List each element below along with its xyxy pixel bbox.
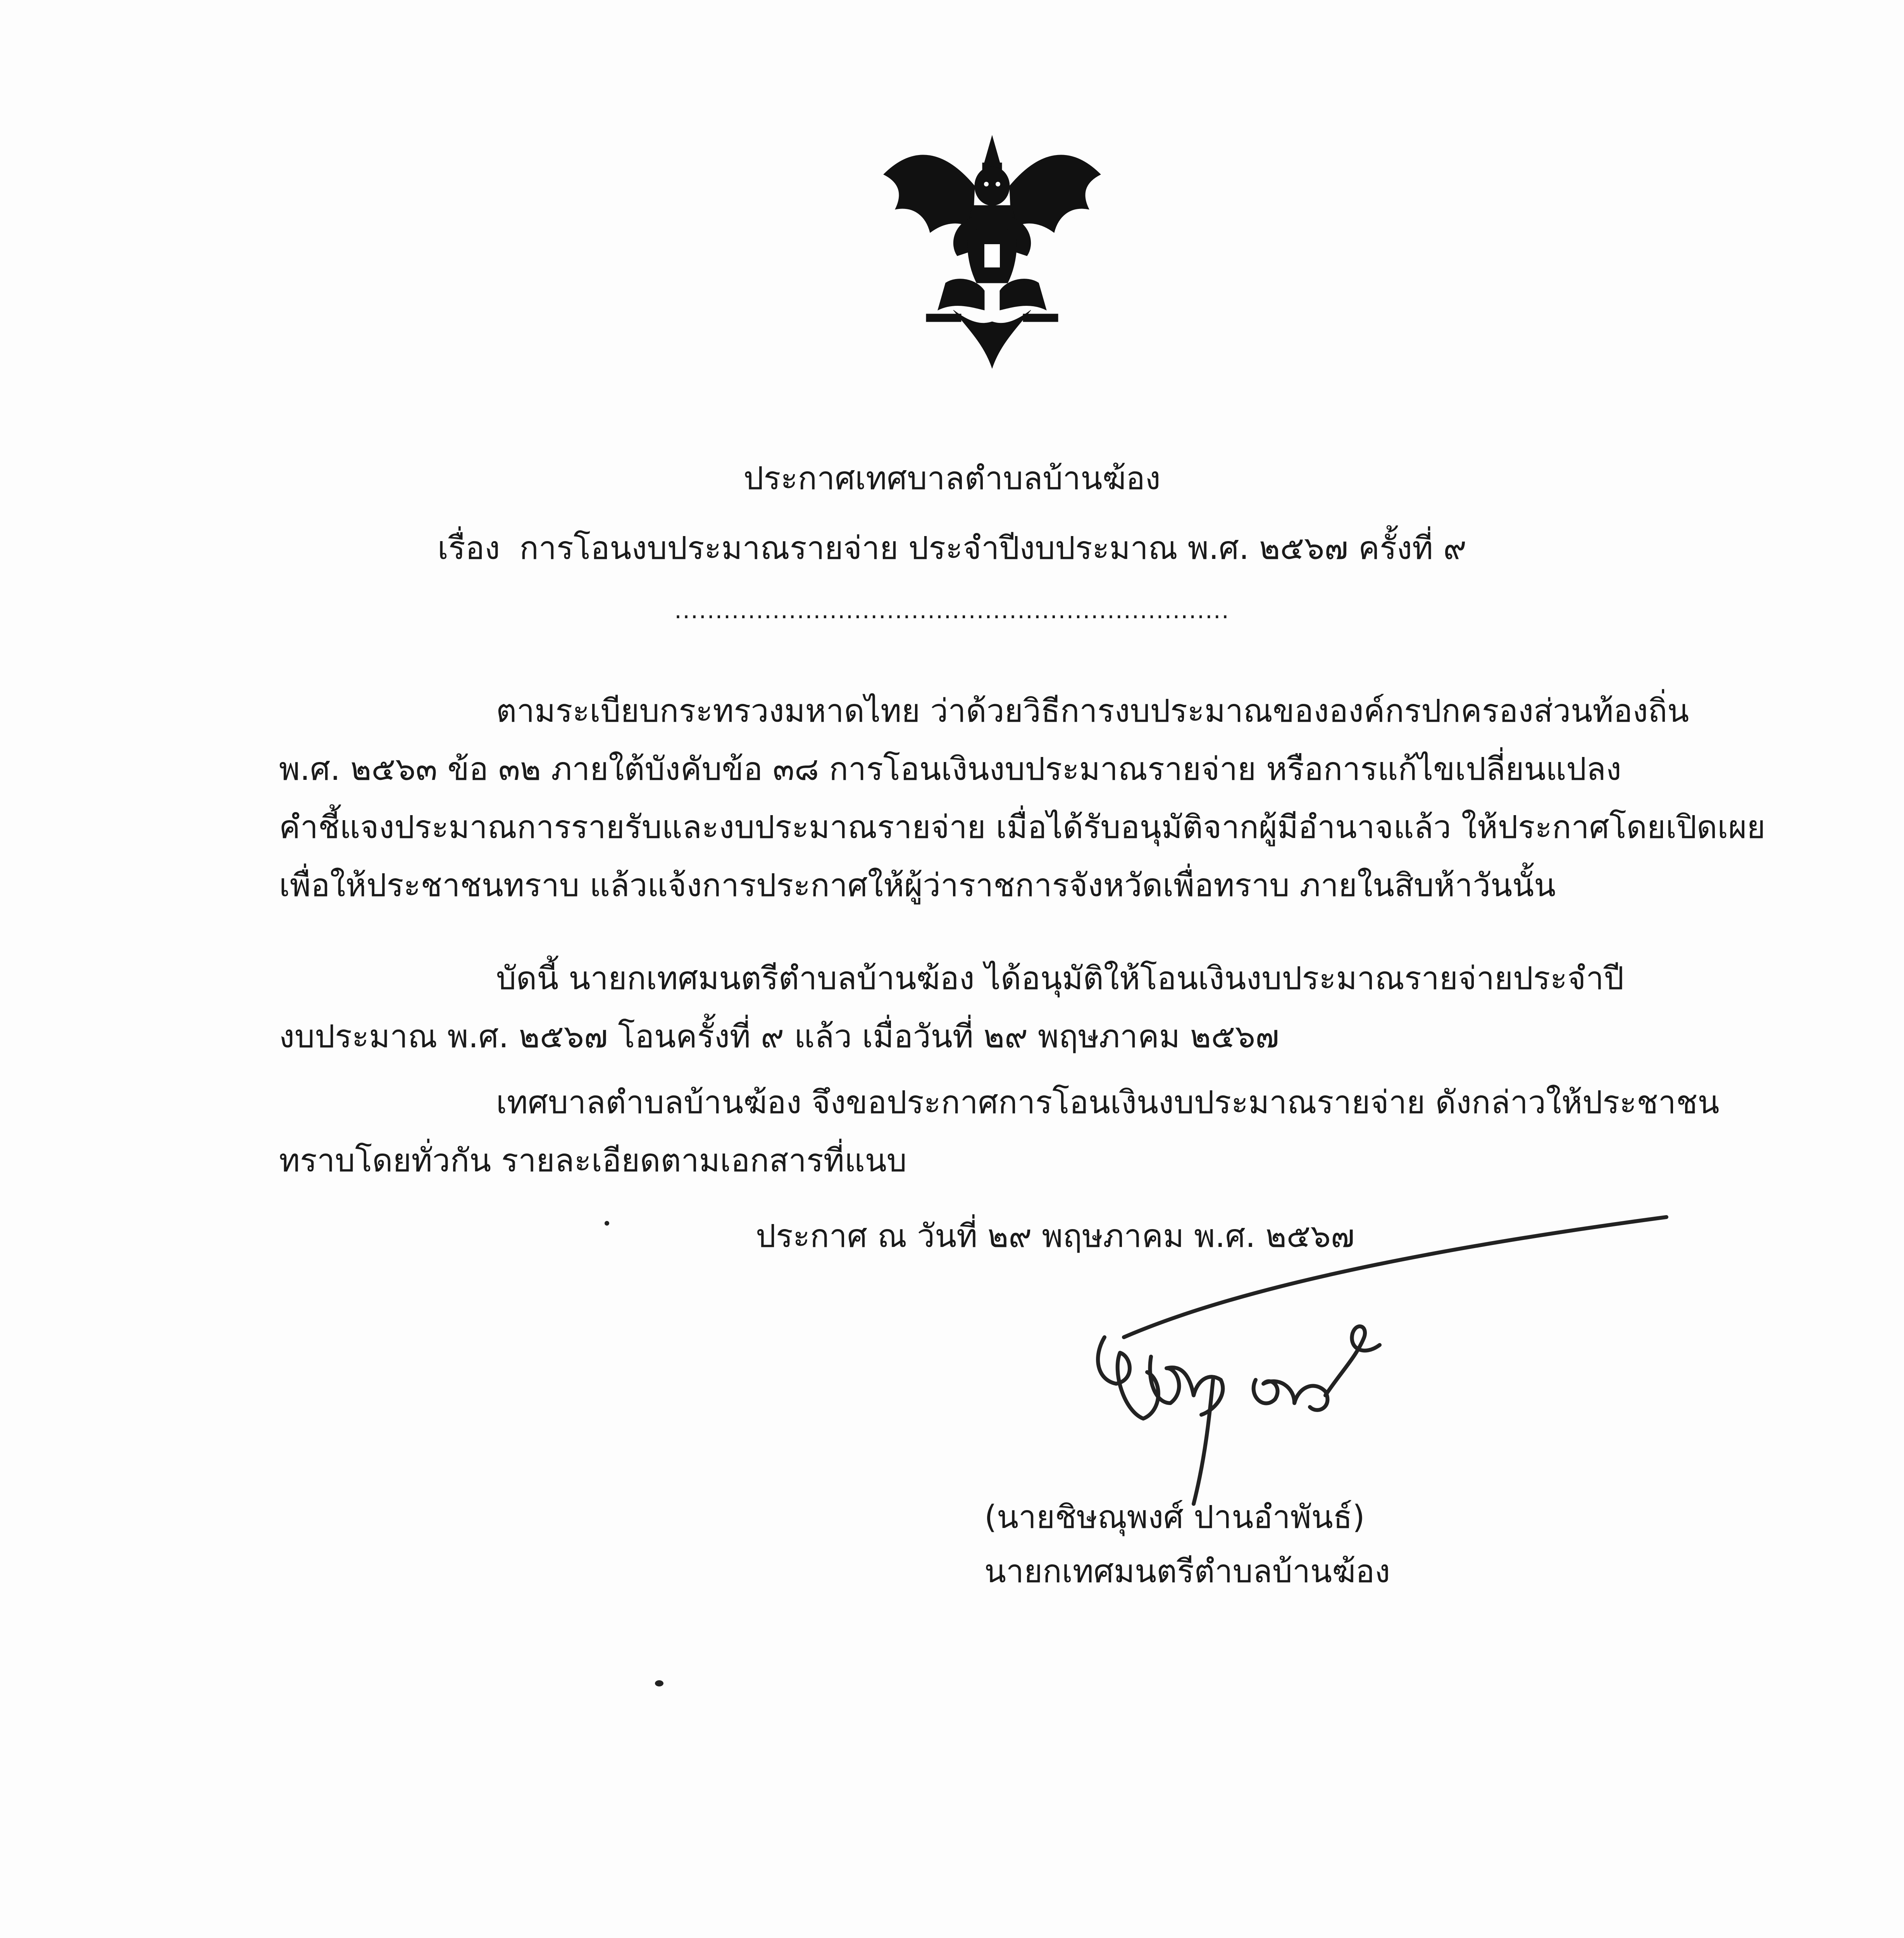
paragraph-line: เทศบาลตำบลบ้านฆ้อง จึงขอประกาศการโอนเงินงบประมาณรายจ่าย ดังกล่าวให้ประชาชน bbox=[496, 1084, 1720, 1121]
paragraph-line: เพื่อให้ประชาชนทราบ แล้วแจ้งการประกาศให้ผู้ว่าราชการจังหวัดเพื่อทราบ ภายในสิบห้าวันนั้น bbox=[279, 867, 1556, 904]
paragraph-line: คำชี้แจงประมาณการรายรับและงบประมาณรายจ่าย เมื่อได้รับอนุมัติจากผู้มีอำนาจแล้ว ให้ประกาศโดยเปิดเผย bbox=[279, 809, 1766, 846]
garuda-emblem-icon bbox=[868, 128, 1116, 376]
paragraph-line: บัดนี้ นายกเทศมนตรีตำบลบ้านฆ้อง ได้อนุมัติให้โอนเงินงบประมาณรายจ่ายประจำปี bbox=[496, 960, 1624, 997]
document-subject bbox=[0, 527, 1904, 570]
paragraph-line: พ.ศ. ๒๕๖๓ ข้อ ๓๒ ภายใต้บังคับข้อ ๓๘ การโอนเงินงบประมาณรายจ่าย หรือการแก้ไขเปลี่ยนแปลง bbox=[279, 751, 1621, 788]
subject-label: เรื่อง bbox=[437, 530, 500, 567]
signer-name: (นายชิษณุพงศ์ ปานอำพันธ์) bbox=[984, 1499, 1365, 1536]
handwritten-signature bbox=[1046, 1209, 1783, 1519]
document-title: ประกาศเทศบาลตำบลบ้านฆ้อง bbox=[743, 460, 1161, 497]
paragraph-approval bbox=[279, 950, 1752, 1066]
paragraph-regulation bbox=[279, 682, 1766, 915]
signer-position: นายกเทศมนตรีตำบลบ้านฆ้อง bbox=[984, 1553, 1391, 1590]
announce-date: ประกาศ ณ วันที่ ๒๙ พฤษภาคม พ.ศ. ๒๕๖๗ bbox=[756, 1218, 1355, 1255]
paragraph-line: ทราบโดยทั่วกัน รายละเอียดตามเอกสารที่แนบ bbox=[279, 1142, 907, 1179]
subject-text: การโอนงบประมาณรายจ่าย ประจำปีงบประมาณ พ.ศ. ๒๕๖๗ ครั้งที่ ๙ bbox=[519, 530, 1467, 567]
paragraph-line: ตามระเบียบกระทรวงมหาดไทย ว่าด้วยวิธีการงบประมาณขององค์กรปกครองส่วนท้องถิ่น bbox=[496, 693, 1689, 729]
paragraph-announcement bbox=[279, 1074, 1752, 1190]
separator-line: .................................................................... bbox=[674, 597, 1230, 624]
paper-speck bbox=[605, 1221, 609, 1226]
paper-speck bbox=[655, 1680, 663, 1686]
paragraph-line: งบประมาณ พ.ศ. ๒๕๖๗ โอนครั้งที่ ๙ แล้ว เมื่อวันที่ ๒๙ พฤษภาคม ๒๕๖๗ bbox=[279, 1018, 1279, 1055]
